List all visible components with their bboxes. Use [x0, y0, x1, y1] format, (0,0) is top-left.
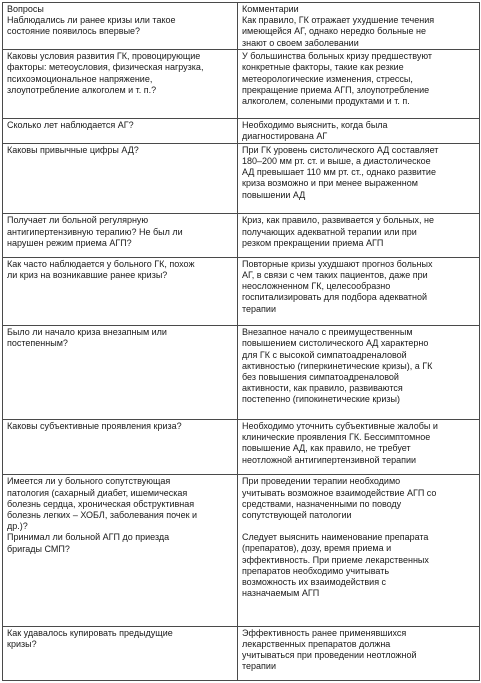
- comment-text: Внезапное начало с преимущественным повышением систолического АД характерно для ГК с высокой симпатоадреналовой активностью (гиперкинетические кризы), а ГК без повышения симпатоадреналовой активности, как правило, развиваются постепенно (гипокинетические кризы): [242, 327, 433, 405]
- comment-text: Необходимо уточнить субъективные жалобы и клинические проявления ГК. Бессимптомное повышение АД, как правило, не требует неотложной антигипертензивной терапии: [242, 420, 438, 465]
- table-row: [3, 214, 480, 257]
- question-text: Было ли начало криза внезапным или постепенным?: [7, 327, 167, 349]
- comment-text: Криз, как правило, развивается у больных, не получающих адекватной терапии или при резком прекращении приема АГП: [242, 215, 434, 248]
- comment-text: Повторные кризы ухудшают прогноз больных АГ, в связи с чем таких пациентов, даже при неосложненном ГК, целесообразно госпитализировать для подбора адекватной терапии: [242, 258, 433, 314]
- question-cell: [3, 626, 238, 680]
- comments-cell: [238, 3, 480, 50]
- question-cell: [3, 118, 238, 143]
- question-text: Сколько лет наблюдается АГ?: [7, 119, 134, 130]
- comments-header: Комментарии: [242, 4, 299, 14]
- question-text: Имеется ли у больного сопутствующая патология (сахарный диабет, ишемическая болезнь сердца, хроническая обструктивная болезнь легких – ХОБЛ, заболевания почек и др.)?: [7, 476, 198, 532]
- comment-cell: [238, 419, 480, 474]
- table-row: [3, 118, 480, 143]
- question-text: Как часто наблюдается у больного ГК, похож ли криз на возникавшие ранее кризы?: [7, 258, 195, 280]
- table-row: [3, 419, 480, 474]
- table-row: [3, 475, 480, 626]
- question-text: Как удавалось купировать предыдущие кризы?: [7, 627, 173, 649]
- question-text: Каковы субъективные проявления криза?: [7, 420, 182, 431]
- question-text: Каковы привычные цифры АД?: [7, 144, 139, 155]
- question-text: Наблюдались ли ранее кризы или такое состояние появилось впервые?: [7, 15, 176, 37]
- question-cell: [3, 143, 238, 214]
- comment-cell: [238, 626, 480, 680]
- comment-text: При проведении терапии необходимо учитывать возможное взаимодействие АГП со средствами, назначенными по поводу сопутствующей патологии: [242, 476, 437, 520]
- table-header-row: [3, 3, 480, 50]
- questions-header: Вопросы: [7, 4, 44, 14]
- question-cell: [3, 419, 238, 474]
- comment-cell: [238, 326, 480, 420]
- table-row: [3, 143, 480, 214]
- comment-cell: [238, 475, 480, 626]
- table-row: [3, 626, 480, 680]
- question-text: Получает ли больной регулярную антигипертензивную терапию? Не был ли нарушен режим приема АГП?: [7, 215, 183, 248]
- comment-cell: [238, 143, 480, 214]
- question-cell: [3, 257, 238, 326]
- comment-cell: [238, 257, 480, 326]
- comment-text: Эффективность ранее применявшихся лекарственных препаратов должна учитываться при проведении неотложной терапии: [242, 627, 417, 672]
- table-row: [3, 257, 480, 326]
- comment-cell: [238, 118, 480, 143]
- question-cell: [3, 50, 238, 119]
- question-text: Принимал ли больной АГП до приезда бригады СМП?: [7, 532, 170, 554]
- comment-text: Необходимо выяснить, когда была диагностирована АГ: [242, 119, 388, 141]
- question-text: Каковы условия развития ГК, провоцирующие факторы: метеоусловия, физическая нагрузка, психоэмоциональное напряжение, злоупотребление алкоголем и т. п.?: [7, 51, 204, 95]
- comment-text: Как правило, ГК отражает ухудшение течения имеющейся АГ, однако нередко больные не знают о своем заболевании: [242, 15, 435, 48]
- table-row: [3, 50, 480, 119]
- comment-text: Следует выяснить наименование препарата (препаратов), дозу, время приема и эффективность. При приеме лекарственных препаратов необходимо учитывать возможность их взаимодействия с назначаемым АГП: [242, 532, 429, 599]
- comment-text: У большинства больных кризу предшествуют конкретные факторы, такие как резкие метеорологические изменения, стрессы, прекращение приема АГП, злоупотребление алкоголем, солеными продуктами и т. п.: [242, 51, 433, 106]
- comment-cell: [238, 50, 480, 119]
- comment-text: При ГК уровень систолического АД составляет 180–200 мм рт. ст. и выше, а диастолическое АД превышает 110 мм рт. ст., однако развитие криза возможно и при менее выраженном повышении АД: [242, 144, 439, 200]
- questions-cell: [3, 3, 238, 50]
- question-cell: [3, 326, 238, 420]
- table-row: [3, 326, 480, 420]
- question-cell: [3, 475, 238, 626]
- anamnesis-table: [2, 2, 480, 681]
- question-cell: [3, 214, 238, 257]
- comment-cell: [238, 214, 480, 257]
